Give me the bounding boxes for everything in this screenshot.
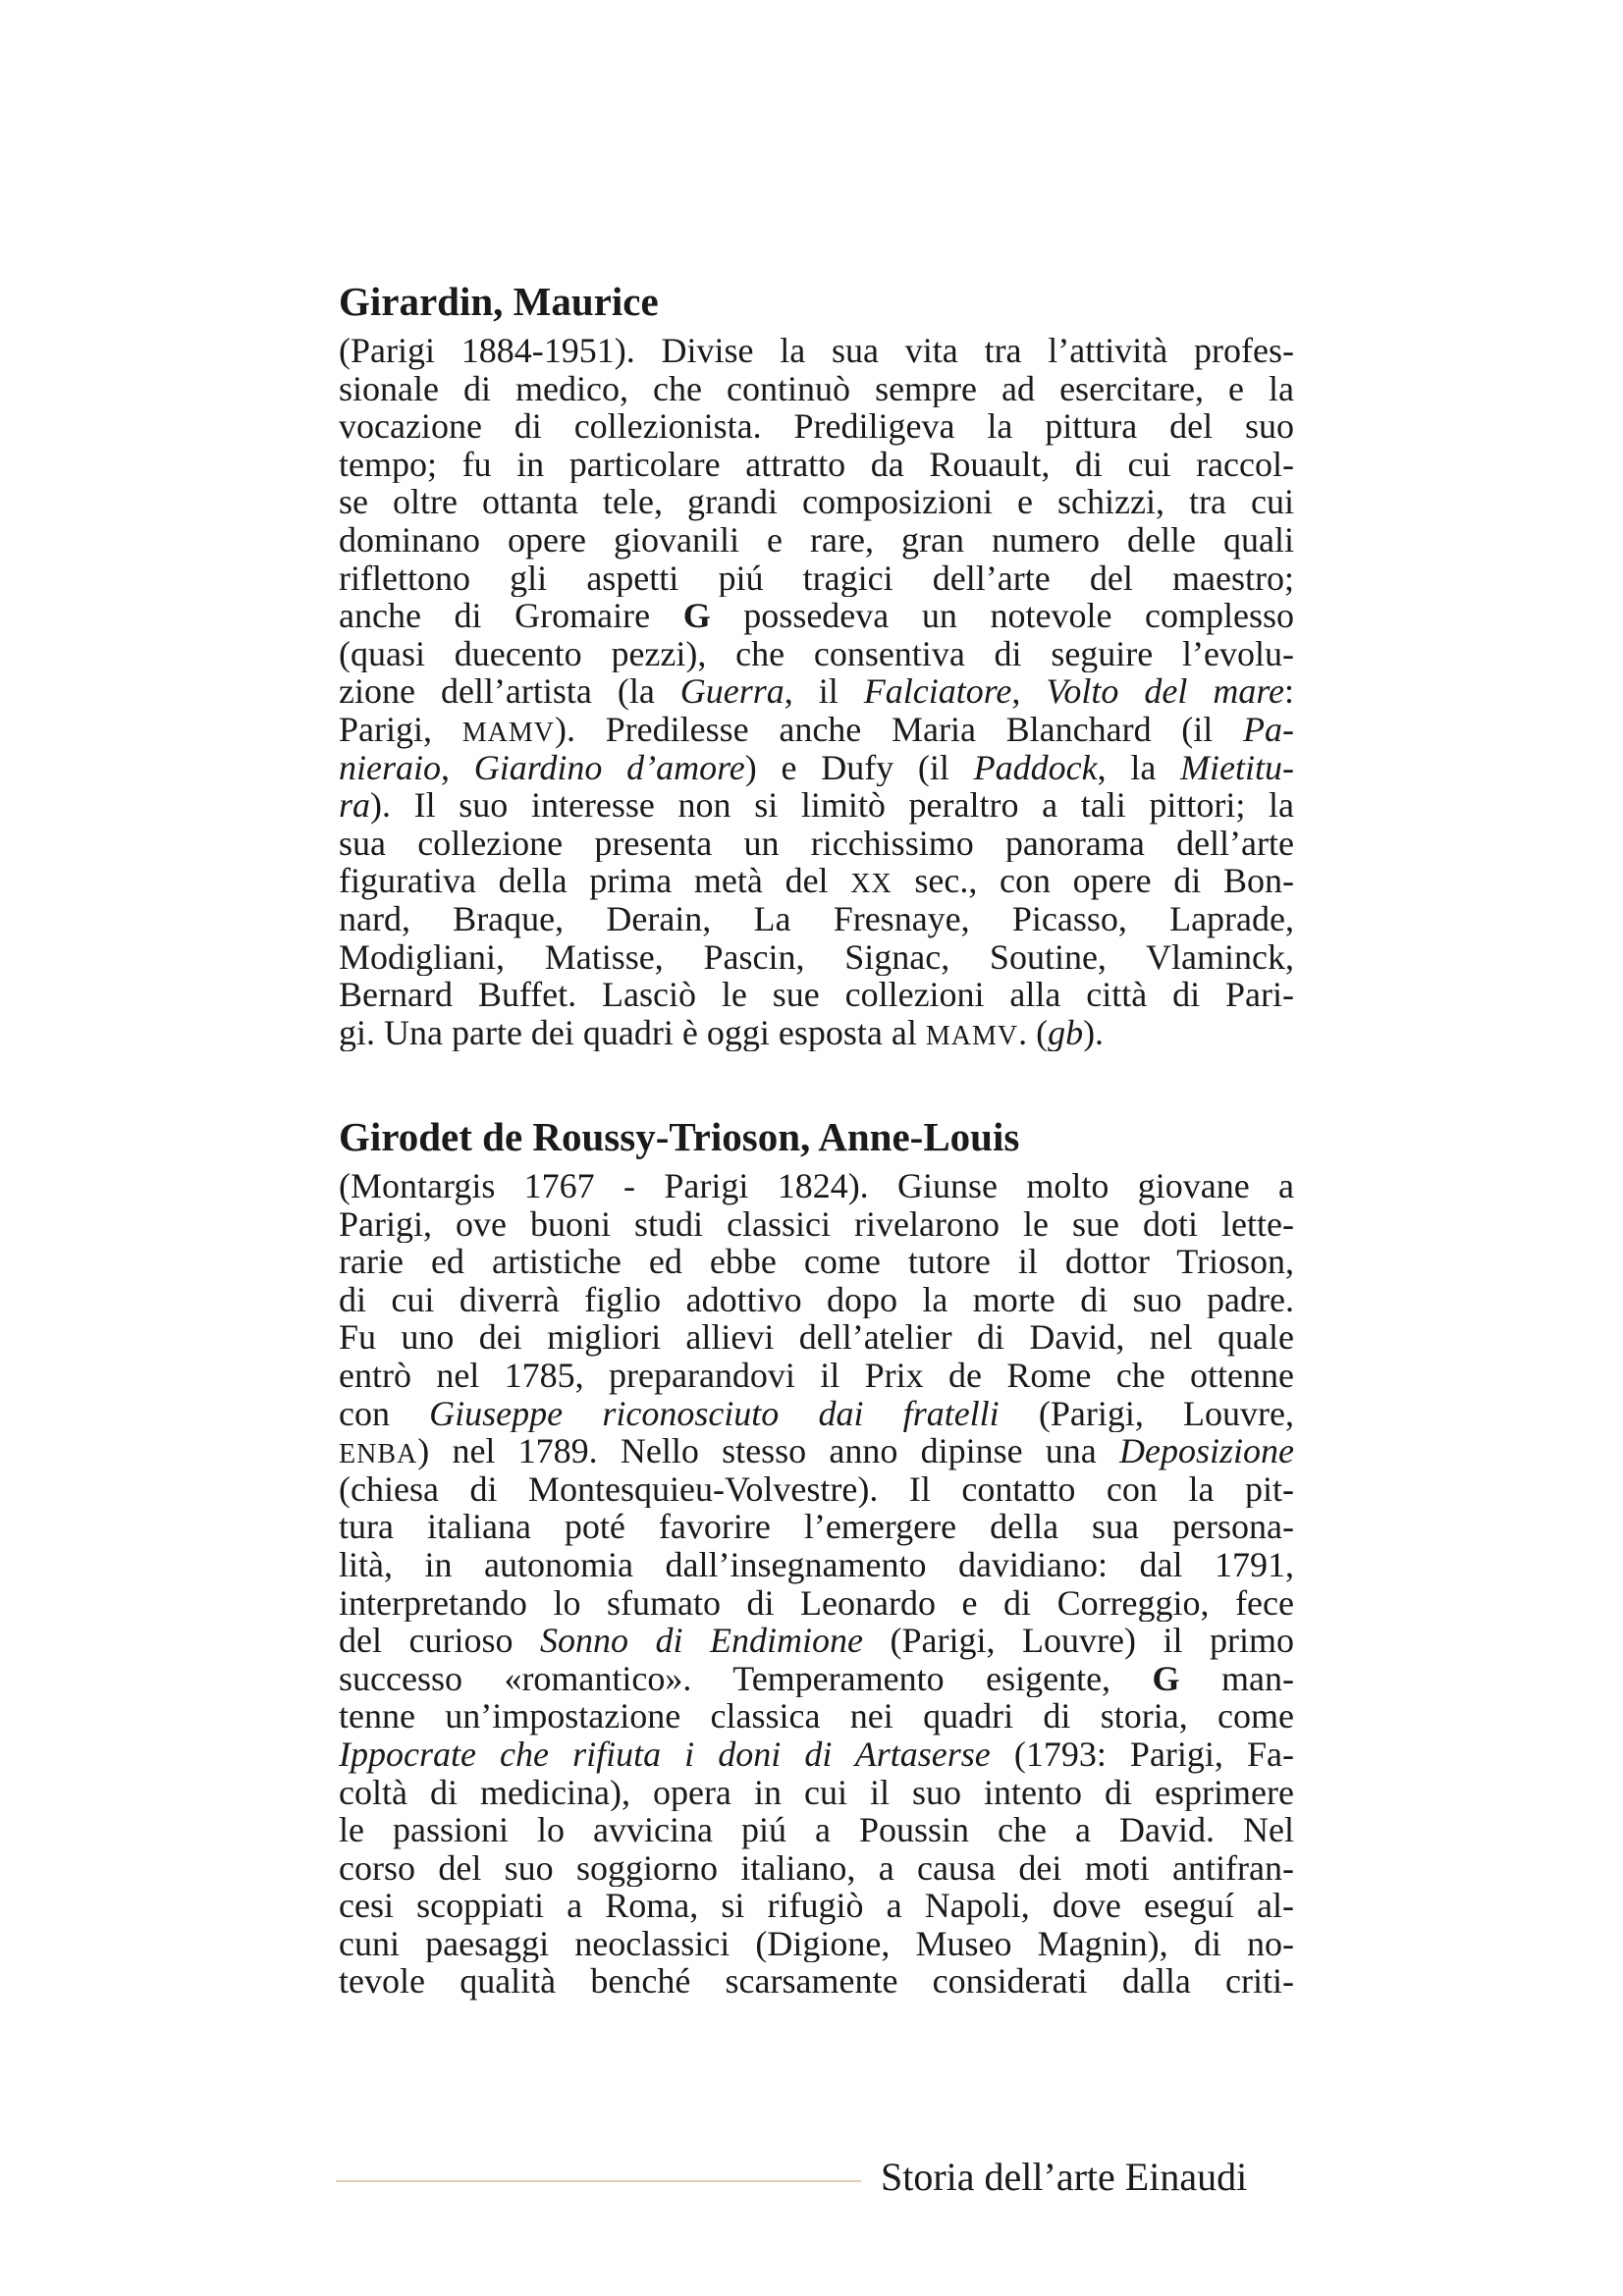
footer-publisher: Storia dell’arte Einaudi bbox=[881, 2155, 1248, 2199]
text-line bbox=[339, 1395, 1294, 1433]
text-line bbox=[339, 1470, 1294, 1509]
text-segment: G bbox=[1152, 1659, 1180, 1698]
text-line bbox=[339, 1849, 1294, 1888]
text-segment: Deposizione bbox=[1119, 1432, 1294, 1470]
text-line bbox=[339, 900, 1294, 938]
text-segment: Volto del mare bbox=[1046, 672, 1284, 711]
text-segment: MAMV bbox=[461, 717, 555, 748]
text-segment: Fu uno dei migliori allievi dell’atelier di David, nel quale bbox=[339, 1318, 1294, 1357]
text-line bbox=[339, 1167, 1294, 1205]
text-segment: tenne un’impostazione classica nei quadri di storia, come bbox=[339, 1697, 1294, 1735]
entry-title-girardin: Girardin, Maurice bbox=[339, 279, 659, 324]
text-line bbox=[339, 862, 1294, 900]
text-line bbox=[339, 1205, 1294, 1244]
text-line bbox=[339, 1546, 1294, 1584]
text-segment: dominano opere giovanili e rare, gran numero delle quali bbox=[339, 520, 1294, 560]
text-segment: sionale di medico, che continuò sempre ad esercitare, e la bbox=[339, 369, 1294, 408]
text-segment: entrò nel 1785, preparandovi il Prix de Rome che ottenne bbox=[339, 1356, 1294, 1395]
text-line bbox=[339, 1660, 1294, 1698]
text-segment: Pa- bbox=[1243, 710, 1294, 749]
text-segment: ). Predilesse anche Maria Blanchard (il bbox=[554, 710, 1244, 749]
text-line bbox=[339, 370, 1294, 408]
text-segment: Modigliani, Matisse, Pascin, Signac, Soutine, Vlaminck, bbox=[339, 937, 1294, 977]
text-segment: sec., con opere di Bon- bbox=[892, 862, 1294, 900]
text-line bbox=[339, 1697, 1294, 1735]
text-segment: G bbox=[682, 597, 711, 635]
text-line bbox=[339, 407, 1294, 446]
text-line bbox=[339, 1584, 1294, 1623]
text-line bbox=[339, 1962, 1294, 2001]
text-segment: con bbox=[339, 1394, 430, 1433]
text-segment: possedeva un notevole complesso bbox=[710, 597, 1294, 635]
text-line bbox=[339, 1014, 1294, 1052]
text-segment: tevole qualità benché scarsamente considerati dalla criti- bbox=[339, 1962, 1294, 2002]
text-segment: Guerra bbox=[679, 672, 784, 711]
text-segment: successo «romantico». Temperamento esigente, bbox=[339, 1659, 1153, 1698]
text-segment: anche di Gromaire bbox=[339, 597, 683, 635]
text-line bbox=[339, 711, 1294, 749]
text-segment: rarie ed artistiche ed ebbe come tutore il dottor Trioson, bbox=[339, 1243, 1294, 1281]
text-segment: nard, Braque, Derain, La Fresnaye, Picasso, Laprade, bbox=[339, 899, 1294, 938]
text-line bbox=[339, 1774, 1294, 1812]
text-segment: zione dell’artista (la bbox=[339, 672, 680, 711]
text-line bbox=[339, 1357, 1294, 1395]
text-line bbox=[339, 483, 1294, 521]
text-segment: . ( bbox=[1018, 1013, 1049, 1052]
text-segment: ENBA bbox=[339, 1439, 418, 1470]
text-segment: riflettono gli aspetti piú tragici dell’arte del maestro; bbox=[339, 559, 1294, 598]
text-segment: Falciatore bbox=[863, 672, 1012, 711]
text-segment: cesi scoppiati a Roma, si rifugiò a Napoli, dove eseguí al- bbox=[339, 1887, 1294, 1925]
text-segment: Paddock bbox=[973, 748, 1098, 787]
text-line bbox=[339, 672, 1294, 711]
text-segment: vocazione di collezionista. Prediligeva la pittura del suo bbox=[339, 407, 1294, 446]
text-segment: , bbox=[441, 748, 474, 787]
text-segment: , bbox=[1011, 672, 1047, 711]
text-segment: (Parigi, Louvre, bbox=[999, 1394, 1294, 1433]
text-segment: gi. Una parte dei quadri è oggi esposta al bbox=[339, 1013, 926, 1052]
text-line bbox=[339, 749, 1294, 787]
text-segment: lità, in autonomia dall’insegnamento davidiano: dal 1791, bbox=[339, 1545, 1294, 1584]
entry-body-girardin bbox=[339, 332, 1294, 1051]
text-segment: corso del suo soggiorno italiano, a causa dei moti antifran- bbox=[339, 1848, 1294, 1888]
text-segment: Giardino d’amore bbox=[473, 748, 745, 787]
text-line bbox=[339, 560, 1294, 598]
text-segment: ). Il suo interesse non si limitò peraltro a tali pittori; la bbox=[370, 786, 1294, 825]
text-segment: Bernard Buffet. Lasciò le sue collezioni alla città di Pari- bbox=[339, 976, 1294, 1014]
text-segment: tempo; fu in particolare attratto da Rouault, di cui raccol- bbox=[339, 445, 1294, 484]
text-segment: XX bbox=[850, 869, 893, 900]
text-segment: , il bbox=[784, 672, 864, 711]
text-segment: ) e Dufy (il bbox=[744, 748, 974, 787]
text-line bbox=[339, 1735, 1294, 1774]
text-segment: le passioni lo avvicina piú a Poussin che a David. Nel bbox=[339, 1811, 1294, 1849]
text-segment: Parigi, bbox=[339, 710, 462, 749]
text-segment: di cui diverrà figlio adottivo dopo la morte di suo padre. bbox=[339, 1280, 1294, 1319]
text-line bbox=[339, 1508, 1294, 1546]
text-segment: : bbox=[1283, 672, 1294, 711]
text-line bbox=[339, 1318, 1294, 1357]
text-segment: (Parigi, Louvre) il primo bbox=[863, 1622, 1294, 1660]
text-line bbox=[339, 938, 1294, 977]
entry-title-girodet: Girodet de Roussy-Trioson, Anne-Louis bbox=[339, 1114, 1020, 1159]
text-segment: Ippocrate che rifiuta i doni di Artaserse bbox=[339, 1735, 991, 1774]
text-line bbox=[339, 1243, 1294, 1281]
text-line bbox=[339, 446, 1294, 484]
text-line bbox=[339, 332, 1294, 370]
footer-rule bbox=[336, 2180, 861, 2182]
text-segment: man- bbox=[1179, 1659, 1294, 1698]
text-segment: nieraio bbox=[339, 748, 441, 787]
text-line bbox=[339, 1887, 1294, 1925]
text-segment: ra bbox=[339, 786, 371, 825]
text-segment: figurativa della prima metà del bbox=[339, 862, 851, 900]
text-line bbox=[339, 1811, 1294, 1849]
text-segment: Parigi, ove buoni studi classici rivelarono le sue doti lette- bbox=[339, 1204, 1294, 1244]
text-segment: (Parigi 1884-1951). Divise la sua vita tra l’attività profes- bbox=[339, 332, 1294, 370]
text-segment: coltà di medicina), opera in cui il suo intento di esprimere bbox=[339, 1773, 1294, 1812]
text-segment: , la bbox=[1097, 748, 1181, 787]
text-line bbox=[339, 1432, 1294, 1470]
text-segment: ) nel 1789. Nello stesso anno dipinse una bbox=[417, 1432, 1120, 1470]
text-segment: (quasi duecento pezzi), che consentiva di seguire l’evolu- bbox=[339, 634, 1294, 673]
text-segment: gb bbox=[1048, 1013, 1084, 1052]
text-segment: (Montargis 1767 - Parigi 1824). Giunse molto giovane a bbox=[339, 1167, 1294, 1205]
text-segment: ). bbox=[1083, 1013, 1105, 1052]
text-segment: interpretando lo sfumato di Leonardo e di Correggio, fece bbox=[339, 1583, 1294, 1623]
text-segment: se oltre ottanta tele, grandi composizioni e schizzi, tra cui bbox=[339, 483, 1294, 521]
text-line bbox=[339, 597, 1294, 635]
text-line bbox=[339, 521, 1294, 560]
text-line bbox=[339, 635, 1294, 673]
text-segment: Giuseppe riconosciuto dai fratelli bbox=[429, 1394, 1000, 1433]
text-segment: MAMV bbox=[925, 1020, 1019, 1051]
text-line bbox=[339, 1622, 1294, 1660]
text-segment: (chiesa di Montesquieu-Volvestre). Il contatto con la pit- bbox=[339, 1469, 1294, 1509]
entry-body-girodet bbox=[339, 1167, 1294, 2001]
text-segment: del curioso bbox=[339, 1622, 540, 1660]
text-line bbox=[339, 825, 1294, 863]
text-segment: Mietitu- bbox=[1180, 748, 1294, 787]
text-segment: (1793: Parigi, Fa- bbox=[990, 1735, 1294, 1774]
text-line bbox=[339, 1925, 1294, 1963]
text-line bbox=[339, 1281, 1294, 1319]
text-segment: tura italiana poté favorire l’emergere della sua persona- bbox=[339, 1508, 1294, 1546]
text-line bbox=[339, 976, 1294, 1014]
text-segment: sua collezione presenta un ricchissimo panorama dell’arte bbox=[339, 824, 1294, 863]
text-line bbox=[339, 786, 1294, 825]
text-segment: cuni paesaggi neoclassici (Digione, Museo Magnin), di no- bbox=[339, 1924, 1294, 1963]
text-segment: Sonno di Endimione bbox=[540, 1622, 864, 1660]
